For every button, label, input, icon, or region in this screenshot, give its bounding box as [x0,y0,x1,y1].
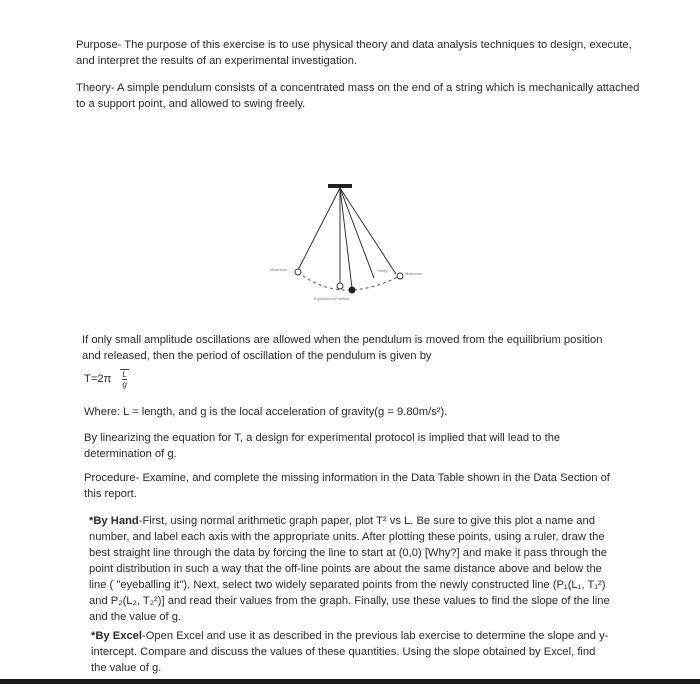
formula-denominator: g [122,380,127,389]
bob-right [397,273,403,279]
formula-prefix: T=2π [84,372,112,385]
linearizing-paragraph: By linearizing the equation for T, a design for experimental protocol is implied that will lead to the determination of g. [84,432,561,460]
by-hand-text: -First, using normal arithmetic graph paper, plot T² vs L. Be sure to give this plot a name and number, and label each axis with the appropriate units. After plotting these points, using a ruler, draw the best straight line through the data by forcing the line to start at (0,0) [Why?] and make it pass through the point distribution in such a way that the off-line points are about the same distance above and below the line ( "eyeballing it"). Next, select two widely separated points from the newly constructed line (P₁(L₁, T₁²) and P₂(L₂, T₂²)] and read their values from the graph. Finally, use these values to find the slope of the line and the value of g. [89,515,610,623]
formula-fraction [120,369,128,389]
swing-arc [298,272,400,290]
bottom-edge-bar [0,679,700,684]
by-excel-text: -Open Excel and use it as described in the previous lab exercise to determine the slope and y-intercept. Compare and discuss the values of these quantities. Using the slope obtained by Excel, find the value of g. [91,630,609,674]
where-paragraph: Where: L = length, and g is the local acceleration of gravity(g = 9.80m/s²). [84,406,448,418]
small-amplitude-paragraph: If only small amplitude oscillations are allowed when the pendulum is moved from the equilibrium position and released, then the period of oscillation of the pendulum is given by [82,334,603,362]
label-string: String [377,268,388,273]
by-excel-lead: *By Excel [91,630,142,642]
theory-paragraph: Theory- A simple pendulum consists of a concentrated mass on the end of a string which is mechanically attached to a support point, and allowed to swing freely. [76,82,640,110]
label-max-right: Maximum [405,271,423,276]
purpose-paragraph: Purpose- The purpose of this exercise is to use physical theory and data analysis techniques to design, execute, and interpret the results of an experimental investigation. [76,39,632,67]
by-excel-paragraph [91,628,611,676]
bob-eq [337,283,343,289]
label-equilibrium: Equilibrium Position [314,296,350,301]
string-left [298,188,340,270]
period-formula [84,369,129,389]
support-bar [328,184,352,188]
bob-left [295,269,301,275]
procedure-paragraph: Procedure- Examine, and complete the missing information in the Data Table shown in the Data Section of this report. [84,472,610,500]
by-hand-paragraph [89,513,614,625]
pendulum-diagram [260,178,423,308]
bob-mid [349,287,356,294]
formula-numerator: L [122,370,127,379]
by-hand-lead: *By Hand [89,515,139,527]
label-max-left: Maximum [270,267,288,272]
